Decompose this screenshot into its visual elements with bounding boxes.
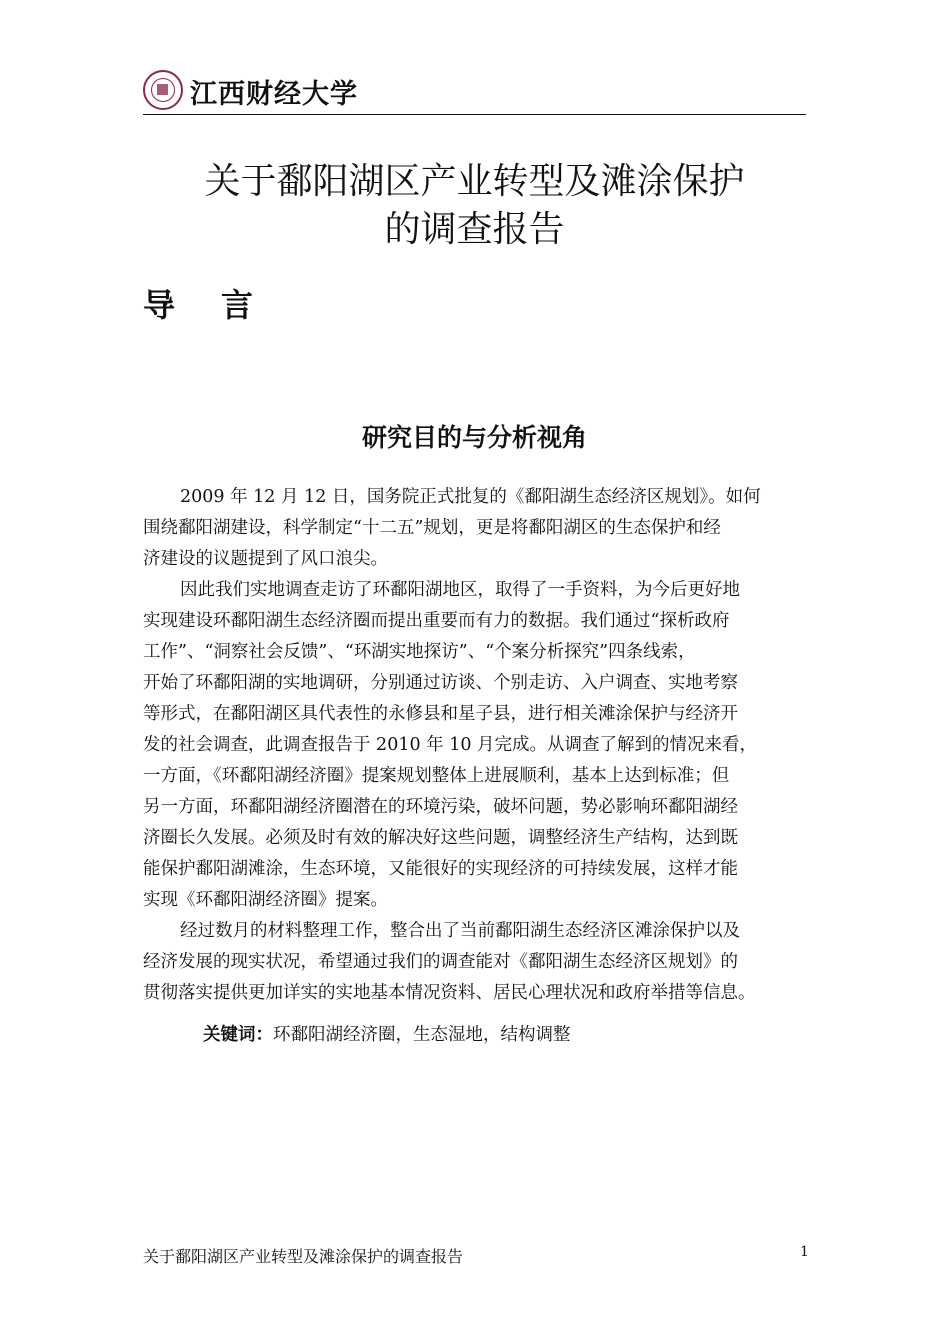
body-line: 一方面，《环鄱阳湖经济圈》提案规划整体上进展顺利，基本上达到标准；但 bbox=[143, 766, 730, 786]
footer-title: 关于鄱阳湖区产业转型及滩涂保护的调查报告 bbox=[143, 1247, 464, 1266]
header-divider bbox=[143, 114, 806, 115]
document-title-line1: 关于鄱阳湖区产业转型及滩涂保护 bbox=[204, 161, 745, 202]
body-line: 等形式，在鄱阳湖区具代表性的永修县和星子县，进行相关滩涂保护与经济开 bbox=[143, 704, 738, 724]
body-line: 开始了环鄱阳湖的实地调研，分别通过访谈、个别走访、入户调查、实地考察 bbox=[143, 673, 738, 693]
body-line: 济建设的议题提到了风口浪尖。 bbox=[143, 549, 388, 569]
document-title-line2: 的调查报告 bbox=[384, 209, 565, 250]
university-name: 江西财经大学 bbox=[190, 79, 358, 110]
body-line: 能保护鄱阳湖滩涂，生态环境，又能很好的实现经济的可持续发展，这样才能 bbox=[143, 859, 738, 879]
body-line: 因此我们实地调查走访了环鄱阳湖地区，取得了一手资料，为今后更好地 bbox=[180, 580, 740, 600]
body-line: 发的社会调查，此调查报告于 2010 年 10 月完成。从调查了解到的情况来看， bbox=[143, 735, 758, 755]
body-line: 实现《环鄱阳湖经济圈》提案。 bbox=[143, 890, 388, 910]
body-line: 另一方面，环鄱阳湖经济圈潜在的环境污染，破坏问题，势必影响环鄱阳湖经 bbox=[143, 797, 738, 817]
university-seal-icon bbox=[143, 70, 183, 110]
body-line: 2009 年 12 月 12 日，国务院正式批复的《鄱阳湖生态经济区规划》。如何 bbox=[180, 487, 761, 507]
keywords-label: 关键词： bbox=[203, 1025, 273, 1045]
section-subheading: 研究目的与分析视角 bbox=[361, 423, 587, 452]
intro-heading: 导言 bbox=[143, 286, 300, 324]
keywords-text: 环鄱阳湖经济圈，生态湿地，结构调整 bbox=[273, 1025, 571, 1045]
body-line: 工作”、“洞察社会反馈”、“环湖实地探访”、“个案分析探究”四条线索， bbox=[143, 642, 696, 662]
body-line: 贯彻落实提供更加详实的实地基本情况资料、居民心理状况和政府举措等信息。 bbox=[143, 983, 756, 1003]
keywords bbox=[203, 1021, 571, 1046]
page-number: 1 bbox=[800, 1244, 809, 1260]
body-line: 经济发展的现实状况，希望通过我们的调查能对《鄱阳湖生态经济区规划》的 bbox=[143, 952, 738, 972]
page-header bbox=[143, 68, 806, 114]
body-line: 实现建设环鄱阳湖生态经济圈而提出重要而有力的数据。我们通过“探析政府 bbox=[143, 611, 730, 631]
body-line: 济圈长久发展。必须及时有效的解决好这些问题，调整经济生产结构，达到既 bbox=[143, 828, 738, 848]
body-line: 经过数月的材料整理工作，整合出了当前鄱阳湖生态经济区滩涂保护以及 bbox=[180, 921, 740, 941]
body-line: 围绕鄱阳湖建设，科学制定“十二五”规划，更是将鄱阳湖区的生态保护和经 bbox=[143, 518, 721, 538]
